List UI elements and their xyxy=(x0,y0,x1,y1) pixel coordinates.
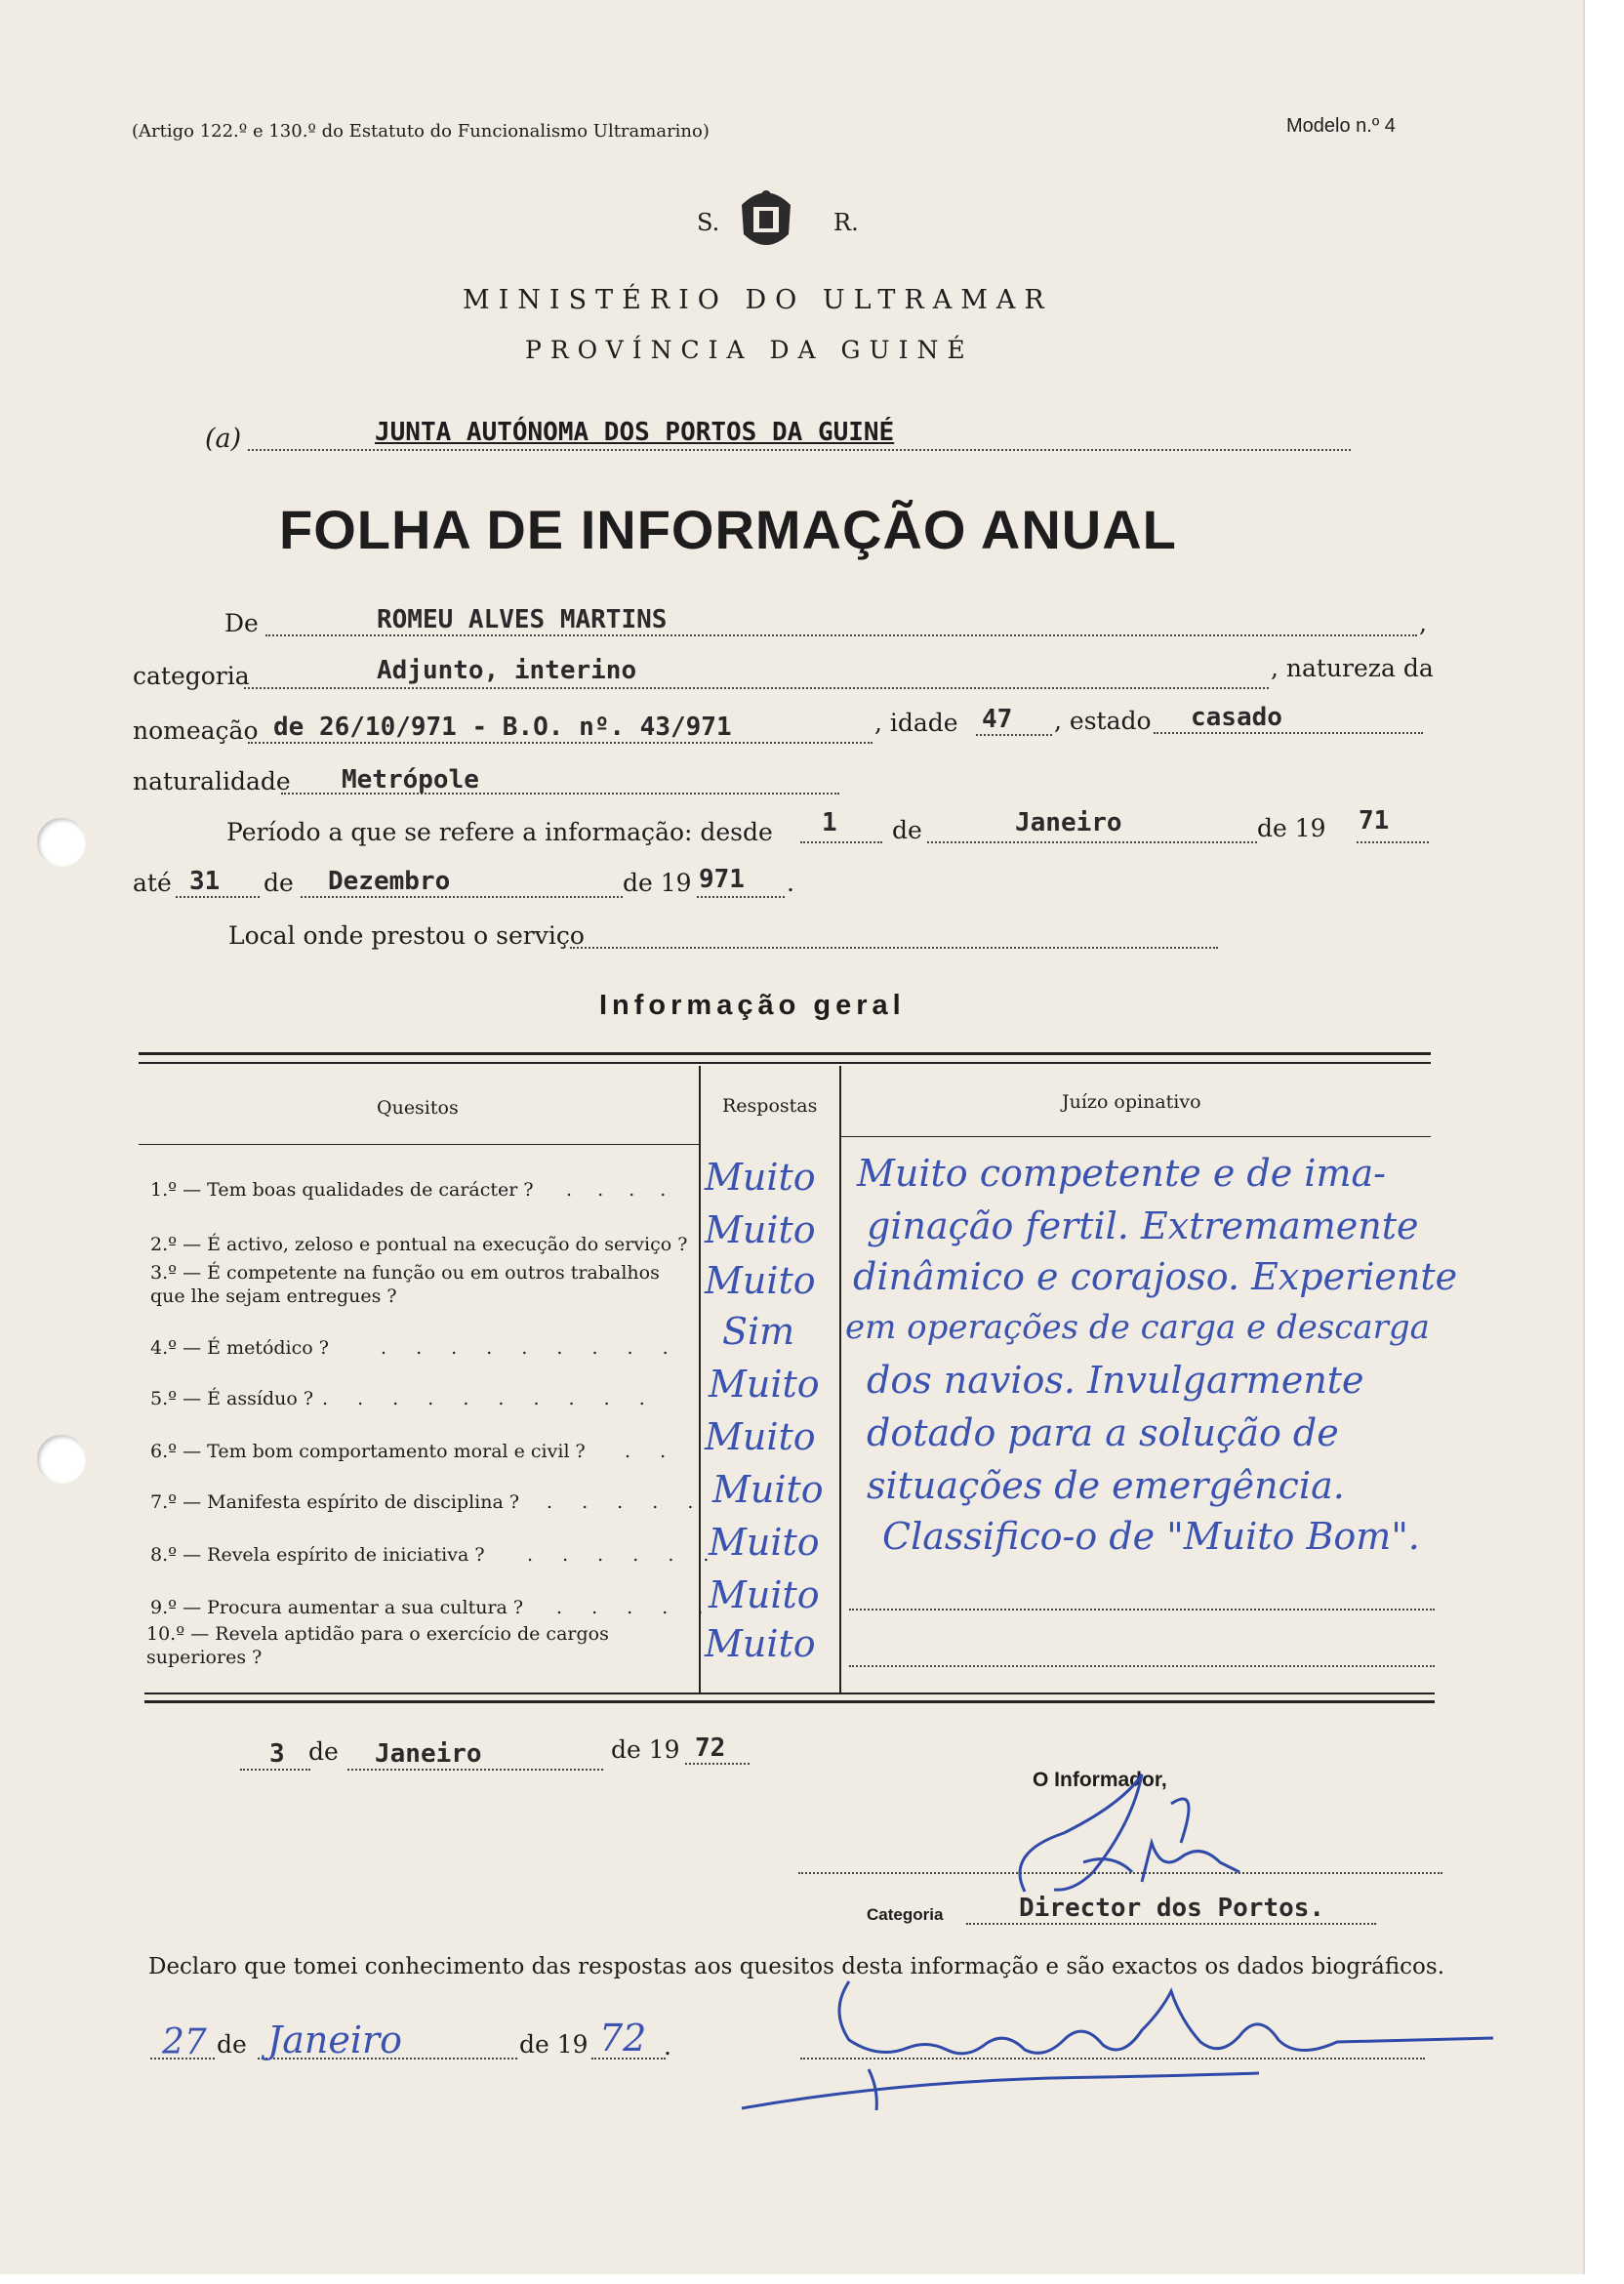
header-respostas: Respostas xyxy=(722,1095,818,1117)
ate-de-label: de xyxy=(264,869,294,897)
nomeacao-label: nomeação xyxy=(133,716,259,745)
question-4: 4.º — É metódico ? xyxy=(150,1337,329,1359)
question-5: 5.º — É assíduo ? xyxy=(150,1388,314,1409)
declaration-text: Declaro que tomei conhecimento das respostas aos quesitos desta informação e são exactos os dados biográficos. xyxy=(148,1954,1445,1979)
opinion-line-7: situações de emergência. xyxy=(867,1464,1345,1507)
naturalidade-label: naturalidade xyxy=(133,767,291,795)
opinion-line-4: em operações de carga e descarga xyxy=(845,1308,1430,1347)
categoria-label: categoria xyxy=(133,662,250,690)
question-3-text: 3.º — É competente na função ou em outros trabalhos que lhe sejam entregues ? xyxy=(150,1262,660,1307)
model-number: Modelo n.º 4 xyxy=(1286,115,1396,137)
header-quesitos: Quesitos xyxy=(377,1097,459,1119)
declaration-day: 27 xyxy=(162,2022,207,2062)
nomeacao-value: de 26/10/971 - B.O. nº. 43/971 xyxy=(273,713,732,742)
desde-month: Janeiro xyxy=(1015,808,1122,837)
desde-year-prefix: de 19 xyxy=(1257,814,1326,842)
informador-label: O Informador, xyxy=(1033,1769,1167,1791)
estado-value: casado xyxy=(1191,703,1282,732)
table-header-rule-left xyxy=(139,1144,699,1145)
punch-hole-top xyxy=(37,818,86,867)
signature-date-de: de xyxy=(308,1737,339,1766)
coat-of-arms-icon xyxy=(732,185,800,254)
answer-1: Muito xyxy=(705,1156,816,1199)
ate-period-dot: . xyxy=(787,869,794,897)
answer-10: Muito xyxy=(705,1622,816,1665)
ate-year: 971 xyxy=(699,865,745,894)
name-comma: , xyxy=(1419,609,1427,637)
seal-right-letter: R. xyxy=(833,209,859,236)
desde-day: 1 xyxy=(822,808,837,837)
answer-3: Muito xyxy=(705,1259,816,1302)
declaration-year-prefix: de 19 xyxy=(519,2030,589,2059)
opinion-line-6: dotado para a solução de xyxy=(867,1411,1339,1454)
categoria-value: Adjunto, interino xyxy=(377,656,637,685)
question-6: 6.º — Tem bom comportamento moral e civil ? xyxy=(150,1441,586,1462)
table-bottom-rule xyxy=(144,1693,1435,1694)
estado-label: , estado xyxy=(1054,707,1152,735)
opinion-line-1: Muito competente e de ima- xyxy=(857,1152,1386,1195)
ate-year-prefix: de 19 xyxy=(623,869,692,897)
opinion-line-5: dos navios. Invulgarmente xyxy=(867,1359,1364,1402)
signature-date-month: Janeiro xyxy=(375,1739,482,1769)
period-label: Período a que se refere a informação: desde xyxy=(226,818,773,846)
desde-year: 71 xyxy=(1359,806,1390,836)
table-top-rule xyxy=(139,1052,1431,1055)
signature-date-year-prefix: de 19 xyxy=(611,1735,680,1764)
signature-date-year: 72 xyxy=(695,1733,726,1763)
answer-2: Muito xyxy=(705,1208,816,1251)
answer-4: Sim xyxy=(722,1310,795,1353)
declaration-year: 72 xyxy=(599,2017,647,2060)
informador-categoria: Director dos Portos. xyxy=(1019,1894,1325,1923)
header-juizo: Juízo opinativo xyxy=(1062,1091,1201,1113)
declaration-de: de xyxy=(217,2030,247,2059)
service-name: JUNTA AUTÓNOMA DOS PORTOS DA GUINÉ xyxy=(375,418,895,447)
table-col-divider-2 xyxy=(839,1066,841,1693)
question-7: 7.º — Manifesta espírito de disciplina ? xyxy=(150,1491,520,1513)
question-8: 8.º — Revela espírito de iniciativa ? xyxy=(150,1544,485,1566)
question-9: 9.º — Procura aumentar a sua cultura ? xyxy=(150,1597,524,1618)
opinion-line-2: ginação fertil. Extremamente xyxy=(867,1204,1419,1247)
answer-6: Muito xyxy=(705,1415,816,1458)
employee-name: ROMEU ALVES MARTINS xyxy=(377,605,668,634)
table-header-rule-right xyxy=(841,1136,1431,1137)
de-label: De xyxy=(224,609,259,637)
question-10 xyxy=(146,1622,699,1669)
answer-7: Muito xyxy=(712,1468,824,1511)
seal-left-letter: S. xyxy=(697,209,720,236)
question-2: 2.º — É activo, zeloso e pontual na execução do serviço ? xyxy=(150,1234,688,1255)
ate-day: 31 xyxy=(189,867,221,896)
section-title: Informação geral xyxy=(599,990,906,1021)
categoria-footer-label: Categoria xyxy=(867,1905,944,1924)
service-prefix: (a) xyxy=(205,424,242,454)
idade-label: , idade xyxy=(874,709,958,737)
answer-9: Muito xyxy=(709,1573,820,1616)
question-1: 1.º — Tem boas qualidades de carácter ? xyxy=(150,1179,534,1201)
ate-label: até xyxy=(133,869,172,897)
question-10-text: 10.º — Revela aptidão para o exercício de cargos superiores ? xyxy=(146,1623,609,1668)
ate-month: Dezembro xyxy=(328,867,451,896)
informador-signature xyxy=(986,1765,1298,1911)
natureza-label: , natureza da xyxy=(1271,654,1434,682)
ministry-title: MINISTÉRIO DO ULTRAMAR xyxy=(463,285,1053,315)
declaration-month: Janeiro xyxy=(267,2019,403,2061)
page-title: FOLHA DE INFORMAÇÃO ANUAL xyxy=(279,499,1177,560)
province-title: PROVÍNCIA DA GUINÉ xyxy=(525,336,974,364)
signature-date-day: 3 xyxy=(269,1739,285,1769)
idade-value: 47 xyxy=(982,705,1013,734)
punch-hole-bottom xyxy=(37,1435,86,1484)
legal-reference: (Artigo 122.º e 130.º do Estatuto do Funcionalismo Ultramarino) xyxy=(132,121,710,142)
employee-signature xyxy=(712,1972,1513,2118)
desde-de-label: de xyxy=(892,816,922,844)
local-label: Local onde prestou o serviço xyxy=(228,921,585,950)
question-3 xyxy=(150,1261,697,1308)
opinion-line-3: dinâmico e corajoso. Experiente xyxy=(853,1255,1458,1298)
answer-8: Muito xyxy=(709,1521,820,1564)
answer-5: Muito xyxy=(709,1363,820,1406)
opinion-line-8: Classifico-o de "Muito Bom". xyxy=(882,1515,1420,1558)
naturalidade-value: Metrópole xyxy=(342,765,479,795)
